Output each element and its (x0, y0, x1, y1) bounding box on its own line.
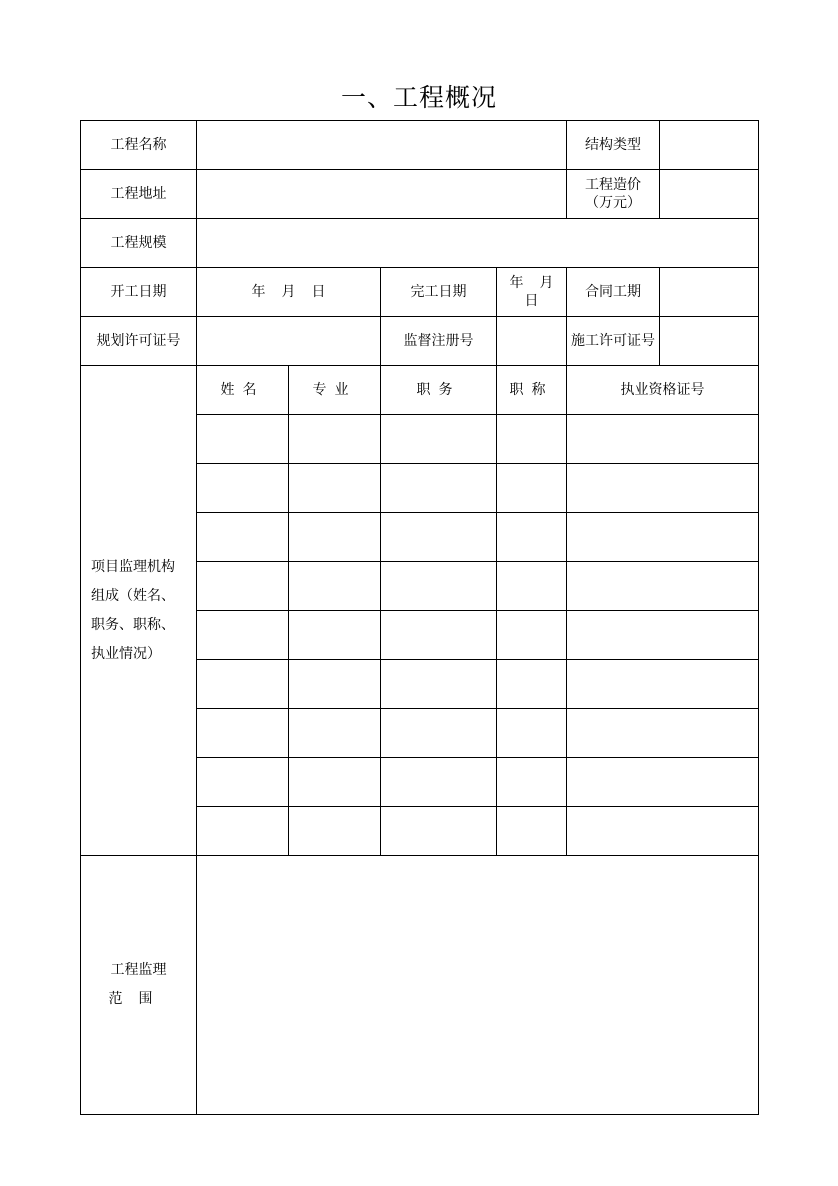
staff-position-cell[interactable] (381, 415, 497, 464)
project-cost-label-text: 工程造价 (585, 177, 642, 193)
project-name-field[interactable] (197, 121, 567, 170)
staff-position-cell[interactable] (381, 758, 497, 807)
staff-name-cell[interactable] (197, 758, 289, 807)
staff-header-certificate: 执业资格证号 (567, 366, 759, 415)
completion-date-label: 完工日期 (381, 268, 497, 317)
construction-permit-field[interactable] (660, 317, 759, 366)
staff-title-cell[interactable] (497, 709, 567, 758)
staff-certificate-cell[interactable] (567, 611, 759, 660)
staff-title-cell[interactable] (497, 562, 567, 611)
supervision-registration-field[interactable] (497, 317, 567, 366)
staff-certificate-cell[interactable] (567, 660, 759, 709)
staff-certificate-cell[interactable] (567, 807, 759, 856)
staff-certificate-cell[interactable] (567, 513, 759, 562)
scope-label-line: 范围 (108, 991, 169, 1007)
staff-specialty-cell[interactable] (289, 415, 381, 464)
staff-name-cell[interactable] (197, 562, 289, 611)
project-address-field[interactable] (197, 170, 567, 219)
staff-certificate-cell[interactable] (567, 415, 759, 464)
structure-type-label: 结构类型 (567, 121, 660, 170)
staff-title-cell[interactable] (497, 660, 567, 709)
contract-period-field[interactable] (660, 268, 759, 317)
completion-date-day: 日 (524, 293, 539, 309)
staff-position-cell[interactable] (381, 611, 497, 660)
project-scale-label: 工程规模 (81, 219, 197, 268)
staff-title-cell[interactable] (497, 513, 567, 562)
project-overview-table (80, 120, 759, 1115)
planning-permit-field[interactable] (197, 317, 381, 366)
staff-header-title: 职称 (497, 366, 567, 415)
staff-position-cell[interactable] (381, 709, 497, 758)
staff-header-name: 姓名 (197, 366, 289, 415)
staff-certificate-cell[interactable] (567, 709, 759, 758)
staff-label-line: 组成（姓名、 (91, 587, 175, 604)
contract-period-label: 合同工期 (567, 268, 660, 317)
staff-certificate-cell[interactable] (567, 758, 759, 807)
staff-name-cell[interactable] (197, 513, 289, 562)
start-date-label: 开工日期 (81, 268, 197, 317)
staff-label-line: 执业情况） (91, 645, 161, 662)
staff-specialty-cell[interactable] (289, 464, 381, 513)
staff-certificate-cell[interactable] (567, 562, 759, 611)
staff-label-line: 职务、职称、 (91, 616, 175, 633)
project-cost-unit: （万元） (585, 195, 642, 211)
supervision-scope-field[interactable] (197, 856, 759, 1115)
supervision-registration-label: 监督注册号 (381, 317, 497, 366)
project-address-label: 工程地址 (81, 170, 197, 219)
staff-name-cell[interactable] (197, 660, 289, 709)
scope-label-line: 工程监理 (110, 962, 167, 978)
staff-specialty-cell[interactable] (289, 562, 381, 611)
staff-position-cell[interactable] (381, 807, 497, 856)
staff-header-position: 职务 (381, 366, 497, 415)
staff-title-cell[interactable] (497, 807, 567, 856)
staff-position-cell[interactable] (381, 464, 497, 513)
staff-specialty-cell[interactable] (289, 513, 381, 562)
completion-date-year: 年 (509, 275, 524, 291)
staff-name-cell[interactable] (197, 807, 289, 856)
staff-label-line: 项目监理机构 (91, 558, 175, 575)
staff-title-cell[interactable] (497, 415, 567, 464)
start-date-field[interactable] (197, 268, 381, 317)
page-title: 一、工程概况 (340, 83, 497, 112)
project-cost-field[interactable] (660, 170, 759, 219)
staff-name-cell[interactable] (197, 709, 289, 758)
staff-name-cell[interactable] (197, 415, 289, 464)
staff-title-cell[interactable] (497, 611, 567, 660)
staff-specialty-cell[interactable] (289, 709, 381, 758)
start-date-month: 月 (281, 284, 296, 300)
staff-name-cell[interactable] (197, 611, 289, 660)
staff-title-cell[interactable] (497, 758, 567, 807)
staff-position-cell[interactable] (381, 513, 497, 562)
planning-permit-label: 规划许可证号 (81, 317, 197, 366)
supervision-staff-section-label (81, 366, 197, 856)
completion-date-month: 月 (539, 275, 554, 291)
project-cost-label (567, 170, 660, 219)
start-date-day: 日 (311, 284, 326, 300)
supervision-scope-label (81, 856, 197, 1115)
staff-position-cell[interactable] (381, 562, 497, 611)
staff-specialty-cell[interactable] (289, 807, 381, 856)
staff-specialty-cell[interactable] (289, 660, 381, 709)
staff-position-cell[interactable] (381, 660, 497, 709)
staff-name-cell[interactable] (197, 464, 289, 513)
staff-certificate-cell[interactable] (567, 464, 759, 513)
project-name-label: 工程名称 (81, 121, 197, 170)
completion-date-field[interactable] (497, 268, 567, 317)
structure-type-field[interactable] (660, 121, 759, 170)
staff-specialty-cell[interactable] (289, 758, 381, 807)
construction-permit-label: 施工许可证号 (567, 317, 660, 366)
start-date-year: 年 (251, 284, 266, 300)
staff-header-specialty: 专业 (289, 366, 381, 415)
staff-specialty-cell[interactable] (289, 611, 381, 660)
staff-title-cell[interactable] (497, 464, 567, 513)
project-scale-field[interactable] (197, 219, 759, 268)
